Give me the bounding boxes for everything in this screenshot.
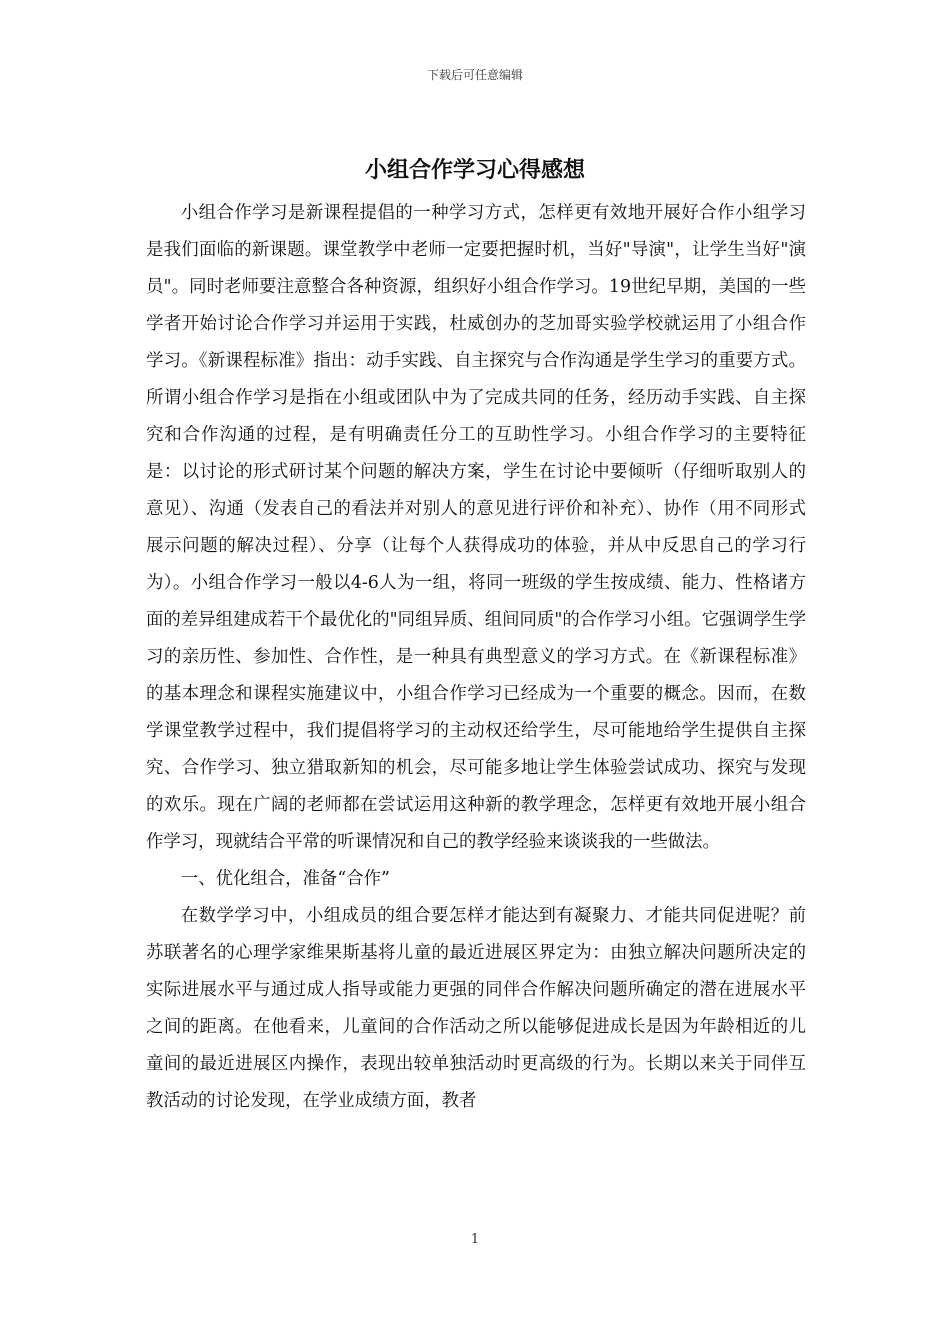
page-number: 1: [470, 1232, 480, 1247]
document-title: 小组合作学习心得感想: [364, 157, 585, 183]
section-heading-1: 一、优化组合，准备“合作”: [180, 869, 390, 889]
page-header: 下载后可任意编辑: [426, 68, 523, 82]
document-body: [146, 195, 806, 1120]
paragraph-intro: 小组合作学习是新课程提倡的一种学习方式，怎样更有效地开展好合作小组学习是我们面临的新课题。课堂教学中老师一定要把握时机，当好"导演"，让学生当好"演员"。同时老师要注意整合各种资源，组织好小组合作学习。19世纪早期，美国的一些学者开始讨论合作学习并运用于实践，杜威创办的芝加哥实验学校就运用了小组合作学习。《新课程标准》指出：动手实践、自主探究与合作沟通是学生学习的重要方式。所谓小组合作学习是指在小组或团队中为了完成共同的任务，经历动手实践、自主探究和合作沟通的过程，是有明确责任分工的互助性学习。小组合作学习的主要特征是：以讨论的形式研讨某个问题的解决方案，学生在讨论中要倾听（仔细听取别人的意见）、沟通（发表自己的看法并对别人的意见进行评价和补充）、协作（用不同形式展示问题的解决过程）、分享（让每个人获得成功的体验，并从中反思自己的学习行为）。小组合作学习一般以4-6人为一组，将同一班级的学生按成绩、能力、性格诸方面的差异组建成若干个最优化的"同组异质、组间同质"的合作学习小组。它强调学生学习的亲历性、参加性、合作性，是一种具有典型意义的学习方式。在《新课程标准》的基本理念和课程实施建议中，小组合作学习已经成为一个重要的概念。因而，在数学课堂教学过程中，我们提倡将学习的主动权还给学生，尽可能地给学生提供自主探究、合作学习、独立猎取新知的机会，尽可能多地让学生体验尝试成功、探究与发现的欢乐。现在广阔的老师都在尝试运用这种新的教学理念，怎样更有效地开展小组合作学习，现就结合平常的听课情况和自己的教学经验来谈谈我的一些做法。: [146, 203, 806, 852]
paragraph-section-1: 在数学学习中，小组成员的组合要怎样才能达到有凝聚力、才能共同促进呢？前苏联著名的心理学家维果斯基将儿童的最近进展区界定为：由独立解决问题所决定的实际进展水平与通过成人指导或能力更强的同伴合作解决问题所确定的潜在进展水平之间的距离。在他看来，儿童间的合作活动之所以能够促进成长是因为年龄相近的儿童间的最近进展区内操作，表现出较单独活动时更高级的行为。长期以来关于同伴互教活动的讨论发现，在学业成绩方面，教者: [146, 906, 806, 1111]
